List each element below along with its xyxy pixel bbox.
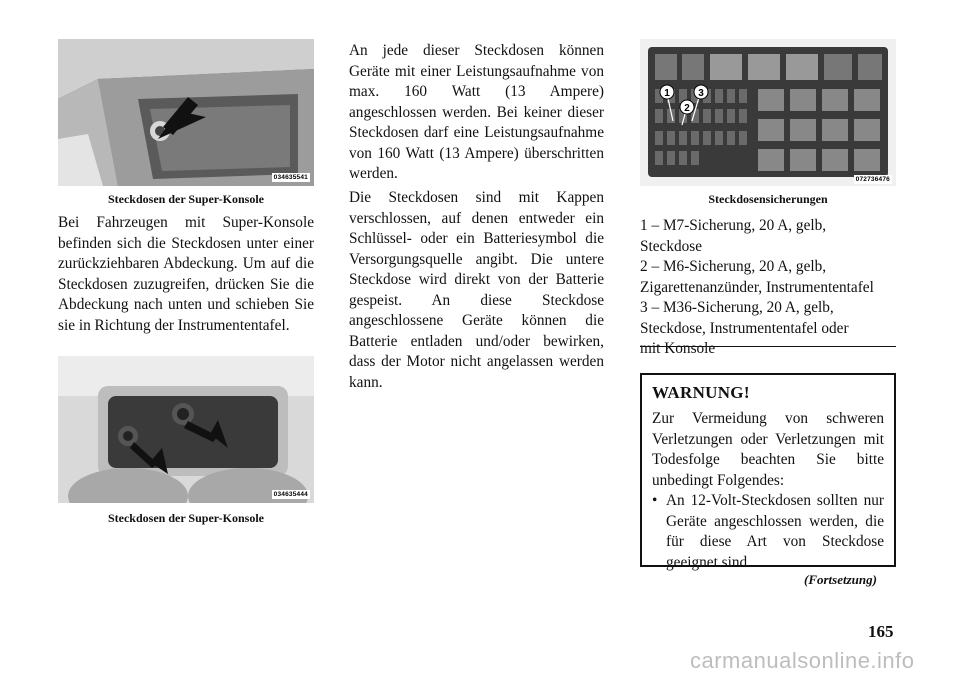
callout-1: 1	[664, 88, 670, 99]
photo-console-outlet-cover	[58, 39, 314, 186]
figure-caption: Steckdosen der Super-Konsole	[107, 192, 264, 206]
callout-2: 2	[684, 103, 690, 114]
fuse-item: 3 – M36-Sicherung, 20 A, gelb, Steckdose, Instrumententafel oder mit Konsole	[640, 299, 849, 357]
watermark-text: carmanualsonline.info	[690, 648, 915, 673]
bullet-icon: •	[652, 492, 658, 509]
warning-text: Zur Vermeidung von schweren Verletzungen oder Verletzungen mit Todesfolge beachten Sie bitte unbedingt Folgendes:	[652, 410, 884, 489]
warning-box	[640, 373, 896, 571]
warning-bullet-text: An 12-Volt-Steckdosen sollten nur Geräte angeschlossen werden, die für diese Art von Steckdose geeignet sind.	[666, 492, 884, 571]
figure-code: 072736476	[855, 176, 890, 183]
section-divider	[640, 346, 896, 347]
paragraph-mid-1: An jede dieser Steckdosen können Geräte mit einer Leistungsaufnahme von max. 160 Watt (13 Ampere) angeschlossen werden. Bei keiner dieser Steckdosen darf eine Leistungsaufnahme von 160 Watt (13 Ampere) überschritten werden.	[349, 42, 604, 182]
photo-fuse-box	[640, 39, 896, 186]
figure-caption: Steckdosen der Super-Konsole	[107, 511, 264, 525]
continued-note: (Fortsetzung)	[804, 572, 877, 587]
console-photo-illustration	[58, 39, 314, 186]
paragraph-left: Bei Fahrzeugen mit Super-Konsole befinden sich die Steckdosen unter einer zurückziehbaren Abdeckung. Um auf die Steckdosen zuzugreifen, drücken Sie die Abdeckung nach unten und schieben Sie sie in Richtung der Instrumententafel.	[58, 214, 314, 334]
paragraph-mid-2: Die Steckdosen sind mit Kappen verschlossen, auf denen entweder ein Schlüssel- oder ein Batteriesymbol die Versorgungsquelle angibt. Die untere Steckdose wird direkt von der Batterie gespeist. An diese Steckdose angeschlossene Geräte können die Batterie entladen und/oder bewirken, dass der Motor nicht angelassen werden kann.	[349, 189, 604, 391]
figure-code: 034635444	[273, 491, 308, 498]
photo-console-outlets	[58, 356, 314, 503]
warning-title: WARNUNG!	[652, 383, 750, 402]
callout-3: 3	[698, 88, 704, 99]
fuse-item: 2 – M6-Sicherung, 20 A, gelb, Zigarettenanzünder, Instrumententafel	[640, 258, 874, 296]
fuse-box-illustration	[640, 39, 896, 186]
warning-bullet	[652, 491, 884, 573]
figure-caption: Steckdosensicherungen	[708, 192, 828, 206]
fuse-item: 1 – M7-Sicherung, 20 A, gelb, Steckdose	[640, 217, 827, 255]
outlets-photo-illustration	[58, 356, 314, 503]
figure-code: 034635541	[273, 174, 308, 181]
page-number: 165	[868, 622, 894, 641]
